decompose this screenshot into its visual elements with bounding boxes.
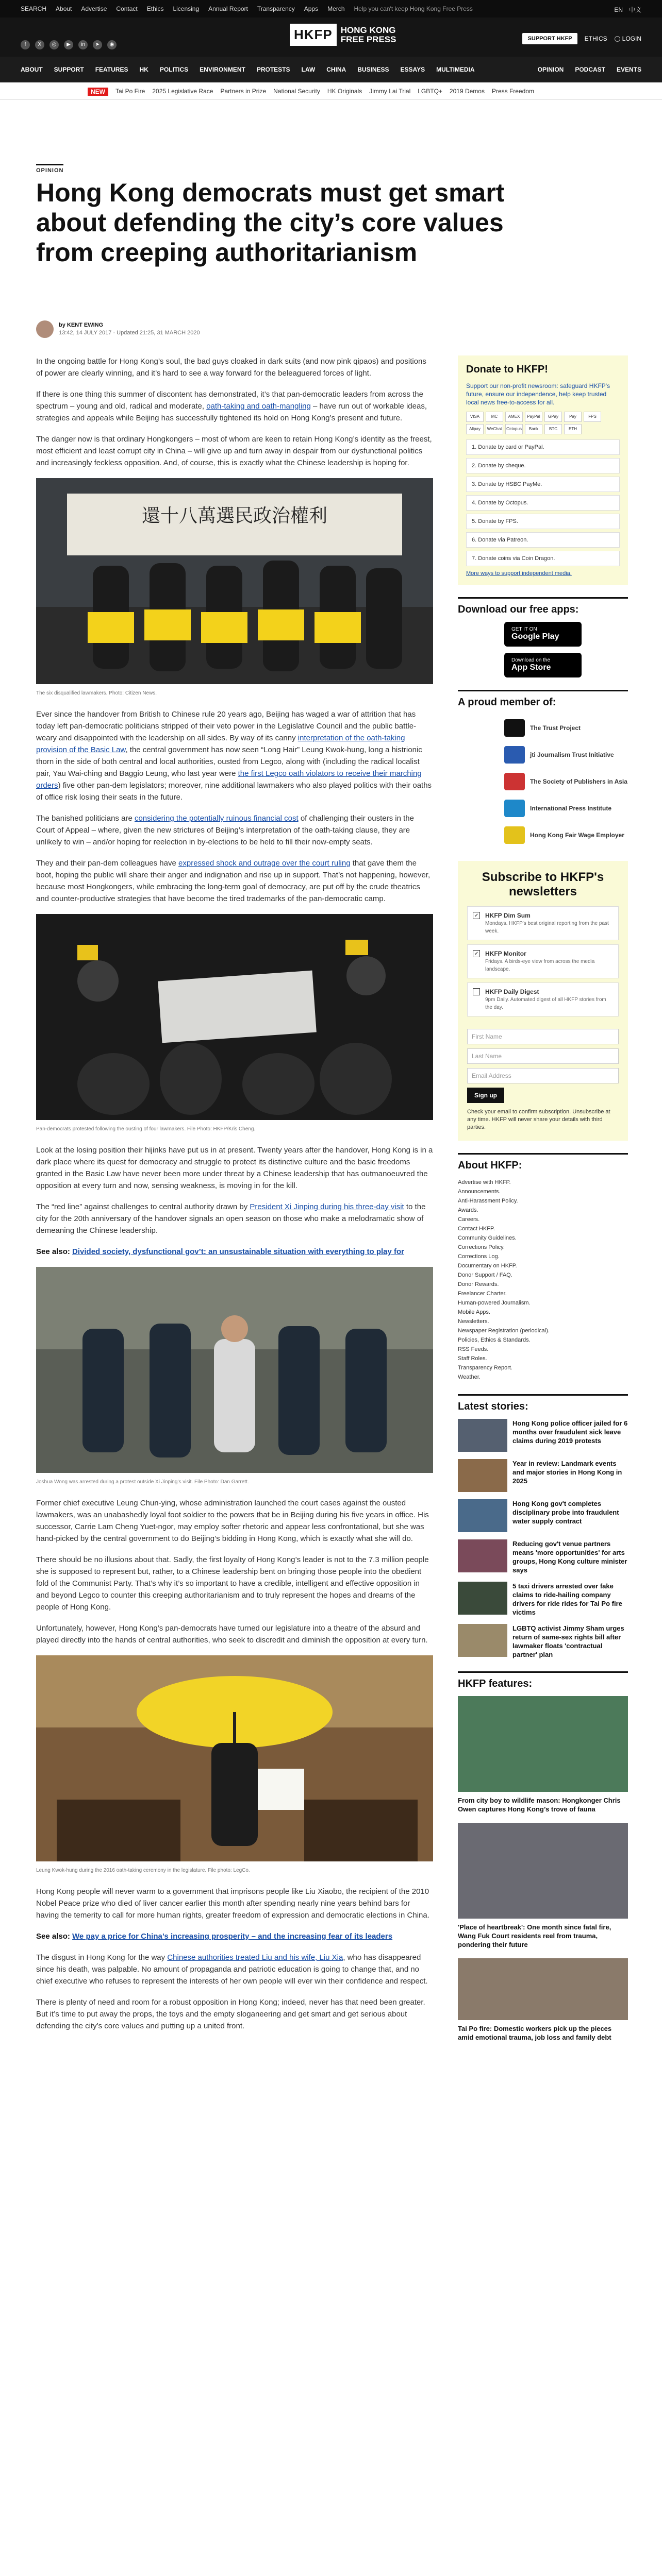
author-name[interactable]: by KENT EWING (59, 322, 104, 328)
newsletter-option-monitor[interactable]: ✔ HKFP Monitor Fridays. A birds-eye view from across the media landscape. (467, 944, 619, 978)
email-input[interactable]: Email Address (467, 1068, 619, 1083)
trust-project-logo (504, 719, 525, 737)
about-item[interactable]: Announcements. (458, 1189, 501, 1195)
photo-illustration (36, 1267, 433, 1473)
paragraph: There should be no illusions about that. Sadly, the first loyalty of Hong Kong’s leader is not to the 7.3 million people she is supposed to represent but, rather, to a Chinese leadership bent on bringing those people into the obedient fold of the Communist Party. That’s why it’s so important to have a credible, intelligent and effective opposition in and beyond Legco to counter this creeping authoritarianism and to truly represent the hopes and dreams of the people of Hong Kong. (36, 1555, 429, 1612)
inline-link[interactable]: the first Legco oath violators to receive their marching orders (36, 769, 422, 790)
nav-business[interactable]: BUSINESS (357, 66, 389, 73)
nav-items (21, 66, 475, 73)
trending-bar (0, 82, 662, 100)
about-item[interactable]: Awards. (458, 1207, 478, 1213)
about-item[interactable]: Documentary on HKFP. (458, 1263, 517, 1269)
nav-right (538, 66, 641, 73)
logo-line1: HONG KONG (340, 25, 396, 35)
google-play-button[interactable]: GET IT ON Google Play (504, 622, 582, 647)
inline-link[interactable]: expressed shock and outrage over the court ruling (178, 859, 351, 868)
instagram-icon[interactable]: ◎ (49, 40, 59, 49)
about-title: About HKFP: (458, 1153, 628, 1172)
wechat-icon: WeChat (486, 424, 503, 434)
utility-search[interactable]: SEARCH (21, 5, 47, 12)
trend-national-security[interactable]: National Security (273, 88, 320, 95)
latest-item[interactable]: Hong Kong police officer jailed for 6 months over fraudulent sick leave claims during 2019 protests (458, 1419, 628, 1452)
features-title: HKFP features: (458, 1671, 628, 1690)
utility-ethics[interactable]: Ethics (146, 5, 164, 12)
about-item[interactable]: Contact HKFP. (458, 1226, 495, 1232)
feature-thumb (458, 1958, 628, 2020)
nav-features[interactable]: FEATURES (95, 66, 128, 73)
trend-lgbtq[interactable]: LGBTQ+ (418, 88, 442, 95)
inline-link[interactable]: oath-taking and oath-mangling (206, 402, 311, 411)
nav-politics[interactable]: POLITICS (159, 66, 189, 73)
paragraph: If there is one thing this summer of discontent has demonstrated, it’s that pan-democratic leaders from across the spectrum – young and old, radical and moderate, oath-taking and oath-mangling – have run out of workable ideas, strategies and appeals while Beijing has successfully tightened its hold on Hong Kong’s present and future. (36, 390, 427, 422)
lang-en[interactable]: EN (614, 6, 623, 13)
member-trust-project[interactable]: The Trust Project (504, 715, 628, 741)
ipi-logo (504, 800, 525, 817)
telegram-icon[interactable]: ➤ (93, 40, 102, 49)
paragraph: There is plenty of need and room for a robust opposition in Hong Kong; indeed, never has that need been greater. But it’s time to put away the props, the toys and the empty sloganeering and get smart and get serious about defending the city’s core values and putting up a united front. (36, 1998, 425, 2030)
member-ipi[interactable]: International Press Institute (504, 795, 628, 822)
member-sopa[interactable]: The Society of Publishers in Asia (504, 768, 628, 795)
new-badge: NEW (88, 88, 108, 96)
inline-link[interactable]: President Xi Jinping during his three-day visit (250, 1202, 404, 1211)
inline-link[interactable]: interpretation of the oath-taking provision of the Basic Law (36, 734, 405, 754)
paragraph: The “red line” against challenges to central authority drawn by President Xi Jinping during his three-day visit to the city for the 20th anniversary of the handover signals an open season on those who make a melodramatic show of demeaning the Chinese leadership. (36, 1202, 426, 1235)
latest-list (458, 1419, 628, 1659)
first-name-input[interactable]: First Name (467, 1029, 619, 1044)
logo-line2: FREE PRESS (340, 34, 396, 44)
see-also: See also: We pay a price for China’s increasing prosperity – and the increasing fear of its leaders (36, 1932, 393, 1941)
donate-title: Donate to HKFP! (466, 364, 548, 375)
checkbox-monitor[interactable]: ✔ (473, 950, 480, 957)
byline (36, 320, 200, 338)
trend-2019-demos[interactable]: 2019 Demos (449, 88, 485, 95)
photo-caption: The six disqualified lawmakers. Photo: Citizen News. (36, 690, 157, 696)
donate-more-link[interactable]: More ways to support independent media. (466, 570, 572, 577)
nav-hk[interactable]: HK (139, 66, 148, 73)
about-item[interactable]: Newsletters. (458, 1318, 489, 1325)
paragraph: Unfortunately, however, Hong Kong’s pan-democrats have turned our legislature into a theatre of the absurd and played directly into the hands of central authorities, who seek to discredit and diminish the opposition at every turn. (36, 1624, 428, 1645)
bank-icon: Bank (525, 424, 542, 434)
about-item[interactable]: Newspaper Registration (periodical). (458, 1328, 550, 1334)
nav-essays[interactable]: ESSAYS (400, 66, 425, 73)
about-item[interactable]: Transparency Report. (458, 1365, 512, 1371)
user-icon (615, 36, 620, 42)
nav-about[interactable]: ABOUT (21, 66, 43, 73)
signup-button[interactable]: Sign up (467, 1088, 504, 1103)
paypal-icon: PayPal (525, 412, 542, 422)
applepay-icon: Pay (564, 412, 582, 422)
latest-item[interactable]: LGBTQ activist Jimmy Sham urges return of same-sex rights bill after lawmaker floats 'contractual partner' plan (458, 1624, 628, 1659)
newsletter-option-dimsum[interactable]: ✔ HKFP Dim Sum Mondays. HKFP's best original reporting from the past week. (467, 906, 619, 940)
latest-thumb (458, 1419, 507, 1452)
utility-transparency[interactable]: Transparency (257, 5, 295, 12)
logo-text (341, 26, 396, 44)
member-title: A proud member of: (458, 690, 628, 708)
nav-environment[interactable]: ENVIRONMENT (200, 66, 245, 73)
about-item[interactable]: RSS Feeds. (458, 1346, 489, 1352)
nav-protests[interactable]: PROTESTS (256, 66, 290, 73)
donate-box (458, 355, 628, 585)
trend-press-freedom[interactable]: Press Freedom (491, 88, 534, 95)
nav-opinion[interactable]: OPINION (537, 66, 564, 73)
latest-item[interactable]: Hong Kong gov't completes disciplinary probe into fraudulent water supply contract (458, 1499, 628, 1532)
language-switch (614, 5, 641, 14)
about-item[interactable]: Community Guidelines. (458, 1235, 517, 1241)
nav-multimedia[interactable]: MULTIMEDIA (436, 66, 475, 73)
support-hkfp-button[interactable]: SUPPORT HKFP (522, 33, 577, 44)
main-nav (0, 57, 662, 82)
utility-advertise[interactable]: Advertise (81, 5, 107, 12)
sidebar (458, 355, 628, 2051)
bitcoin-icon: BTC (544, 424, 562, 434)
photo-legco (36, 1655, 433, 1861)
inline-link[interactable]: Chinese authorities treated Liu and his wife, Liu Xia (167, 1953, 343, 1962)
publish-date: 13:42, 14 JULY 2017 (59, 330, 112, 336)
byline-meta: by KENT EWING 13:42, 14 JULY 2017 · Updated 21:25, 31 MARCH 2020 (59, 322, 200, 336)
updated-date: Updated 21:25, 31 MARCH 2020 (117, 330, 200, 336)
about-item[interactable]: Freelancer Charter. (458, 1291, 507, 1297)
about-item[interactable]: Weather. (458, 1374, 481, 1380)
photo-illustration (36, 1655, 433, 1861)
photo-caption: Leung Kwok-hung during the 2016 oath-taking ceremony in the legislature. File photo: LegCo. (36, 1868, 250, 1873)
trend-hk-originals[interactable]: HK Originals (327, 88, 362, 95)
latest-thumb (458, 1499, 507, 1532)
donate-text: Support our non-profit newsroom: safeguard HKFP's future, ensure our independence, help keep trusted local news free-to-access for all. (466, 382, 610, 406)
about-item[interactable]: Corrections Log. (458, 1253, 500, 1260)
payment-icons (466, 412, 620, 434)
trend-jimmy-lai[interactable]: Jimmy Lai Trial (369, 88, 411, 95)
utility-links (21, 5, 473, 12)
facebook-icon[interactable]: f (21, 40, 30, 49)
about-list (458, 1178, 628, 1382)
latest-thumb (458, 1539, 507, 1572)
inline-link[interactable]: considering the potentially ruinous financial cost (134, 814, 299, 823)
feature-thumb (458, 1823, 628, 1919)
latest-title: Latest stories: (458, 1394, 628, 1413)
trend-tai-po-fire[interactable]: Tai Po Fire (115, 88, 145, 95)
article-body (36, 355, 433, 2041)
donate-option-patreon[interactable]: 6. Donate via Patreon. (466, 532, 620, 548)
alipay-icon: Alipay (466, 424, 484, 434)
trend-legislative[interactable]: 2025 Legislative Race (152, 88, 213, 95)
feature-thumb (458, 1696, 628, 1792)
paragraph: The disgust in Hong Kong for the way Chinese authorities treated Liu and his wife, Liu Xia, who has disappeared since his death, was palpable. No amount of propaganda and patriotic education is going to change that, and no chief executive who refuses to represent the interests of her own people will ever win their confidence and respect. (36, 1953, 428, 1986)
donate-option-payme[interactable]: 3. Donate by HSBC PayMe. (466, 477, 620, 492)
donate-option-coins[interactable]: 7. Donate coins via Coin Dragon. (466, 551, 620, 566)
photo-caption: Joshua Wong was arrested during a protest outside Xi Jinping’s visit. File Photo: Dan Garrett. (36, 1479, 249, 1485)
article-headline: Hong Kong democrats must get smart about defending the city’s core values from creeping authoritarianism (36, 178, 505, 267)
newsletter-title: Subscribe to HKFP's newsletters (482, 870, 604, 899)
fair-wage-logo (504, 826, 525, 844)
latest-thumb (458, 1624, 507, 1657)
section-label[interactable]: OPINION (36, 164, 63, 174)
sopa-logo (504, 773, 525, 790)
paragraph: The danger now is that ordinary Hongkongers – most of whom are keen to retain Hong Kong’s identity as the freest, most efficient and least corrupt city in China – will give up and turn away in despair from our dysfunctional politics and increasingly feckless opposition. And, of course, this is exactly what the Chinese leadership is hoping for. (36, 435, 432, 467)
paragraph: Hong Kong people will never warm to a government that imprisons people like Liu Xiaobo, the recipient of the 2010 Nobel Peace prize who died of liver cancer earlier this month after spending nearly nine years behind bars for having the temerity to call for more human rights, greater freedom of expression and democratic elections in China. (36, 1887, 429, 1920)
visa-icon: VISA (466, 412, 484, 422)
newsletter-note: Check your email to confirm subscription. Unsubscribe at any time. HKFP will never share your details with third parties. (467, 1109, 610, 1130)
nav-china[interactable]: CHINA (326, 66, 346, 73)
amex-icon: AMEX (505, 412, 523, 422)
about-item[interactable]: Policies, Ethics & Standards. (458, 1337, 531, 1343)
about-item[interactable]: Donor Support / FAQ. (458, 1272, 512, 1278)
about-item[interactable]: Advertise with HKFP. (458, 1179, 511, 1185)
ethics-link[interactable]: ETHICS (584, 35, 607, 42)
social-links (21, 40, 117, 49)
gpay-icon: GPay (544, 412, 562, 422)
photo-protest (36, 914, 433, 1120)
photo-arrest (36, 1267, 433, 1473)
see-also: See also: Divided society, dysfunctional gov’t: an unsustainable situation with everything to play for (36, 1247, 405, 1256)
ethereum-icon: ETH (564, 424, 582, 434)
latest-item[interactable]: Reducing gov't venue partners means 'more opportunities' for arts groups, Hong Kong culture minister says (458, 1539, 628, 1574)
nav-support[interactable]: SUPPORT (54, 66, 84, 73)
donate-option-octopus[interactable]: 4. Donate by Octopus. (466, 495, 620, 511)
see-also-link[interactable]: Divided society, dysfunctional gov’t: an unsustainable situation with everything to play for (72, 1247, 405, 1256)
paragraph: Ever since the handover from British to Chinese rule 20 years ago, Beijing has waged a war of attrition that has today left pan-democratic politicians stripped of their veto power in the Legislative Council and the public battle-weary and disappointed with the leadership on all sides. By way of its canny interpretation of the oath-taking provision of the Basic Law, the central government has now seen “Long Hair” Leung Kwok-hung, long a histrionic thorn in the side of both central and local authorities, ousted from Legco, along with (including the radical localist pair, Yau Wai-ching and Baggio Leung, who last year were the first Legco oath violators to receive their marching orders) five other pan-dem legislators; moreover, nine additional lawmakers who also played politics with their oaths of office risk losing their seats in the future. (36, 710, 432, 802)
feature-item[interactable]: 'Place of heartbreak': One month since fatal fire, Wang Fuk Court residents reel from trauma, pondering their future (458, 1823, 628, 1949)
latest-item[interactable]: 5 taxi drivers arrested over fake claims to ride-hailing company drivers for ride rides for Tai Po fire victims (458, 1582, 628, 1617)
apps-title: Download our free apps: (458, 597, 628, 616)
utility-contact[interactable]: Contact (116, 5, 138, 12)
about-item[interactable]: Donor Rewards. (458, 1281, 499, 1287)
rss-icon[interactable]: ◉ (107, 40, 117, 49)
utility-annual-report[interactable]: Annual Report (208, 5, 248, 12)
about-item[interactable]: Staff Roles. (458, 1355, 487, 1362)
about-item[interactable]: Anti-Harassment Policy. (458, 1198, 518, 1204)
about-item[interactable]: Mobile Apps. (458, 1309, 490, 1315)
latest-item[interactable]: Year in review: Landmark events and major stories in Hong Kong in 2025 (458, 1459, 628, 1492)
utility-merch[interactable]: Merch (327, 5, 345, 12)
paragraph: Former chief executive Leung Chun-ying, whose administration launched the court cases against the ousted lawmakers, was an unabashedly loyal foot soldier to the powers that be in Beijing during his five years in office. His successor, Carrie Lam Cheng Yuet-ngor, may employ softer rhetoric and appear less confrontational, but she was hand-picked by the central government to do Beijing’s bidding in Hong Kong, which is exactly what she will do. (36, 1499, 429, 1543)
paragraph: In the ongoing battle for Hong Kong’s soul, the bad guys cloaked in dark suits (and now pink qipaos) and positions of power are clearly winning, and it’s hard to see a way forward for the beleaguered forces of light. (36, 357, 426, 378)
photo-caption: Pan-democrats protested following the ousting of four lawmakers. File Photo: HKFP/Kris Cheng. (36, 1126, 256, 1132)
latest-thumb (458, 1582, 507, 1615)
donate-option-card[interactable]: 1. Donate by card or PayPal. (466, 439, 620, 455)
login-label: LOGIN (622, 35, 641, 42)
logo-box: HKFP (290, 24, 337, 46)
newsletter-option-digest[interactable]: HKFP Daily Digest 9pm Daily. Automated digest of all HKFP stories from the day. (467, 982, 619, 1016)
utility-licensing[interactable]: Licensing (173, 5, 200, 12)
hkfp-logo[interactable] (290, 24, 396, 46)
nav-events[interactable]: EVENTS (616, 66, 641, 73)
checkbox-digest[interactable] (473, 988, 480, 995)
photo-illustration (36, 914, 433, 1120)
svg-text:還十八萬選民政治權利: 還十八萬選民政治權利 (141, 505, 328, 527)
trend-partners[interactable]: Partners in Prize (220, 88, 267, 95)
app-store-button[interactable]: Download on the App Store (504, 653, 582, 677)
fps-icon: FPS (584, 412, 601, 422)
youtube-icon[interactable]: ▶ (64, 40, 73, 49)
donate-option-fps[interactable]: 5. Donate by FPS. (466, 514, 620, 529)
nav-podcast[interactable]: PODCAST (575, 66, 605, 73)
login-link[interactable] (615, 35, 641, 42)
paragraph: The banished politicians are considering the potentially ruinous financial cost of challenging their ousters in the Court of Appeal – where, given the new strictures of Beijing’s interpretation of the oath-taking clause, they are unlikely to win – and/or hoping for reelection in by-elections to be held to fill their now-empty seats. (36, 814, 414, 846)
latest-thumb (458, 1459, 507, 1492)
about-item[interactable]: Careers. (458, 1216, 480, 1223)
nav-law[interactable]: LAW (301, 66, 316, 73)
author-avatar (36, 320, 54, 338)
lang-zh[interactable]: 中文 (628, 6, 641, 13)
jti-logo (504, 746, 525, 764)
about-item[interactable]: Human-powered Journalism. (458, 1300, 531, 1306)
feature-item[interactable]: From city boy to wildlife mason: Hongkonger Chris Owen captures Hong Kong’s trove of fauna (458, 1696, 628, 1814)
paragraph: Look at the losing position their hijinks have put us in at present. Twenty years after the handover, Hong Kong is in a dark place where its quest for democracy and struggle to protect its distinctive culture and the basic freedoms granted in the Basic Law have never been more under threat by a Chinese leadership that has outmanoeuvred the opposition at every turn and now, sensing weakness, is moving in for the kill. (36, 1146, 433, 1190)
member-jti[interactable]: jti Journalism Trust Initiative (504, 741, 628, 768)
photo-disqualified-lawmakers (36, 478, 433, 684)
octopus-icon: Octopus (505, 424, 523, 434)
feature-item[interactable]: Tai Po fire: Domestic workers pick up the pieces amid emotional trauma, job loss and family debt (458, 1958, 628, 2042)
newsletter-box (458, 861, 628, 1141)
utility-about[interactable]: About (56, 5, 72, 12)
photo-illustration (36, 478, 433, 684)
member-fair-wage[interactable]: Hong Kong Fair Wage Employer (504, 822, 628, 849)
utility-apps[interactable]: Apps (304, 5, 319, 12)
x-icon[interactable]: X (35, 40, 44, 49)
brand-bar (0, 18, 662, 57)
merch-note: Help you can't keep Hong Kong Free Press (354, 5, 473, 12)
checkbox-dimsum[interactable]: ✔ (473, 912, 480, 919)
donate-option-cheque[interactable]: 2. Donate by cheque. (466, 458, 620, 473)
mastercard-icon: MC (486, 412, 503, 422)
member-list (458, 715, 628, 849)
paragraph: They and their pan-dem colleagues have expressed shock and outrage over the court ruling that gave them the boot, hoping the public will share their anger and indignation and rise up in support. That’s not happening, however, because most Hongkongers, while embracing the long-term goal of democracy, are put off by the crude theatrics and counter-productive strategies that have become the tired trademarks of the pan-democratic camp. (36, 859, 431, 903)
trending-items (88, 88, 534, 96)
utility-bar (0, 0, 662, 18)
brand-actions (522, 33, 641, 44)
about-item[interactable]: Corrections Policy. (458, 1244, 505, 1250)
see-also-link[interactable]: We pay a price for China’s increasing prosperity – and the increasing fear of its leaders (72, 1932, 393, 1941)
last-name-input[interactable]: Last Name (467, 1048, 619, 1064)
linkedin-icon[interactable]: in (78, 40, 88, 49)
